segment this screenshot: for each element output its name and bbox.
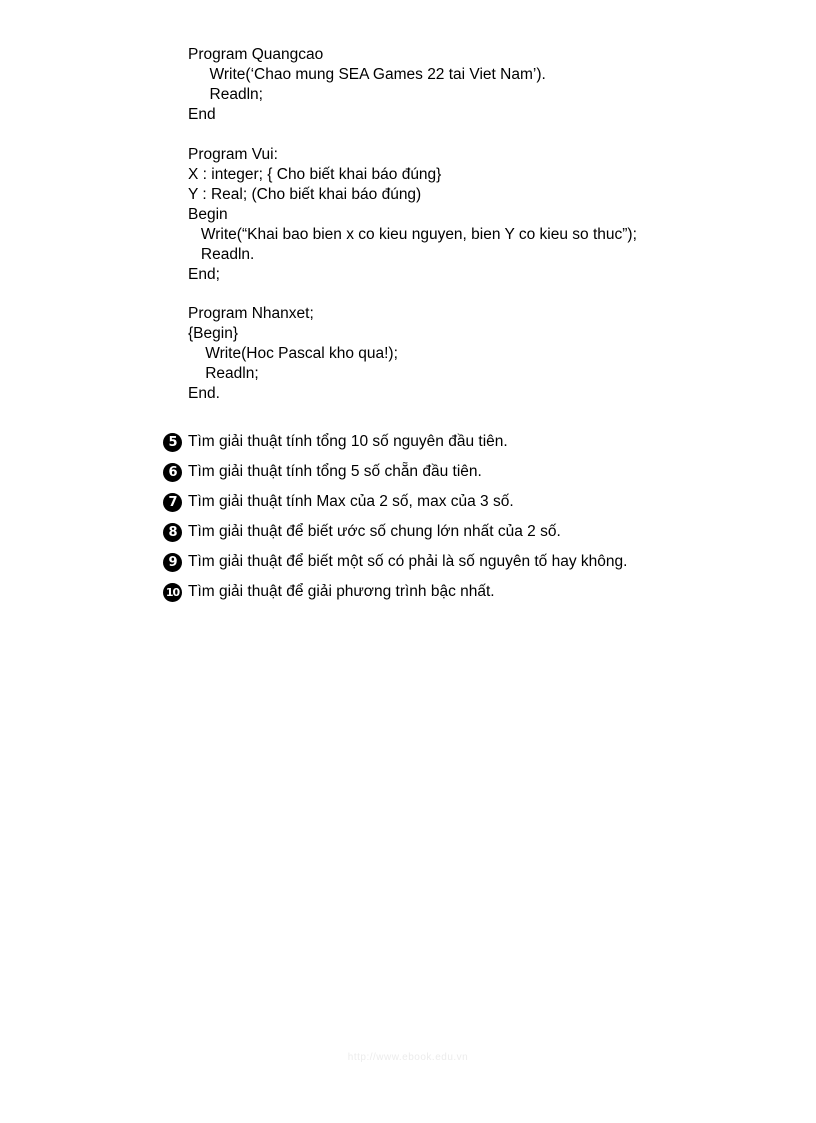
code-line: Write(‘Chao mung SEA Games 22 tai Viet Nam’).: [188, 66, 546, 83]
code-line: Y : Real; (Cho biết khai báo đúng): [188, 186, 422, 203]
code-block-nhanxet: [188, 304, 398, 404]
exercise-item: [163, 517, 627, 547]
code-line: Write(Hoc Pascal kho qua!);: [188, 345, 398, 362]
exercise-item: [163, 547, 627, 577]
exercise-item: [163, 427, 627, 457]
number-circle-icon: 9: [163, 553, 182, 572]
code-line: Program Vui:: [188, 146, 278, 163]
code-line: End;: [188, 266, 220, 283]
exercise-text: Tìm giải thuật để biết ước số chung lớn nhất của 2 số.: [188, 523, 561, 540]
exercise-text: Tìm giải thuật để giải phương trình bậc nhất.: [188, 583, 495, 600]
code-line: Program Quangcao: [188, 46, 324, 63]
number-circle-icon: 8: [163, 523, 182, 542]
exercise-item: [163, 487, 627, 517]
code-line: {Begin}: [188, 325, 238, 342]
code-line: End: [188, 106, 216, 123]
code-line: Readln;: [188, 86, 263, 103]
exercise-text: Tìm giải thuật tính tổng 10 số nguyên đầu tiên.: [188, 433, 508, 450]
exercise-item: [163, 457, 627, 487]
number-circle-icon: 10: [163, 583, 182, 602]
code-block-vui: [188, 145, 637, 285]
code-line: Begin: [188, 206, 228, 223]
exercise-list: [163, 427, 627, 607]
code-line: Program Nhanxet;: [188, 305, 314, 322]
code-line: X : integer; { Cho biết khai báo đúng}: [188, 166, 442, 183]
exercise-item: [163, 577, 627, 607]
code-line: Readln.: [188, 246, 255, 263]
exercise-text: Tìm giải thuật để biết một số có phải là số nguyên tố hay không.: [188, 553, 628, 570]
number-circle-icon: 7: [163, 493, 182, 512]
code-line: Write(“Khai bao bien x co kieu nguyen, bien Y co kieu so thuc”);: [188, 226, 637, 243]
code-block-quangcao: [188, 45, 546, 125]
code-line: End.: [188, 385, 220, 402]
number-circle-icon: 6: [163, 463, 182, 482]
code-line: Readln;: [188, 365, 259, 382]
exercise-text: Tìm giải thuật tính Max của 2 số, max của 3 số.: [188, 493, 514, 510]
exercise-text: Tìm giải thuật tính tổng 5 số chẵn đầu tiên.: [188, 463, 482, 480]
number-circle-icon: 5: [163, 433, 182, 452]
watermark-text: http://www.ebook.edu.vn: [347, 1052, 469, 1063]
